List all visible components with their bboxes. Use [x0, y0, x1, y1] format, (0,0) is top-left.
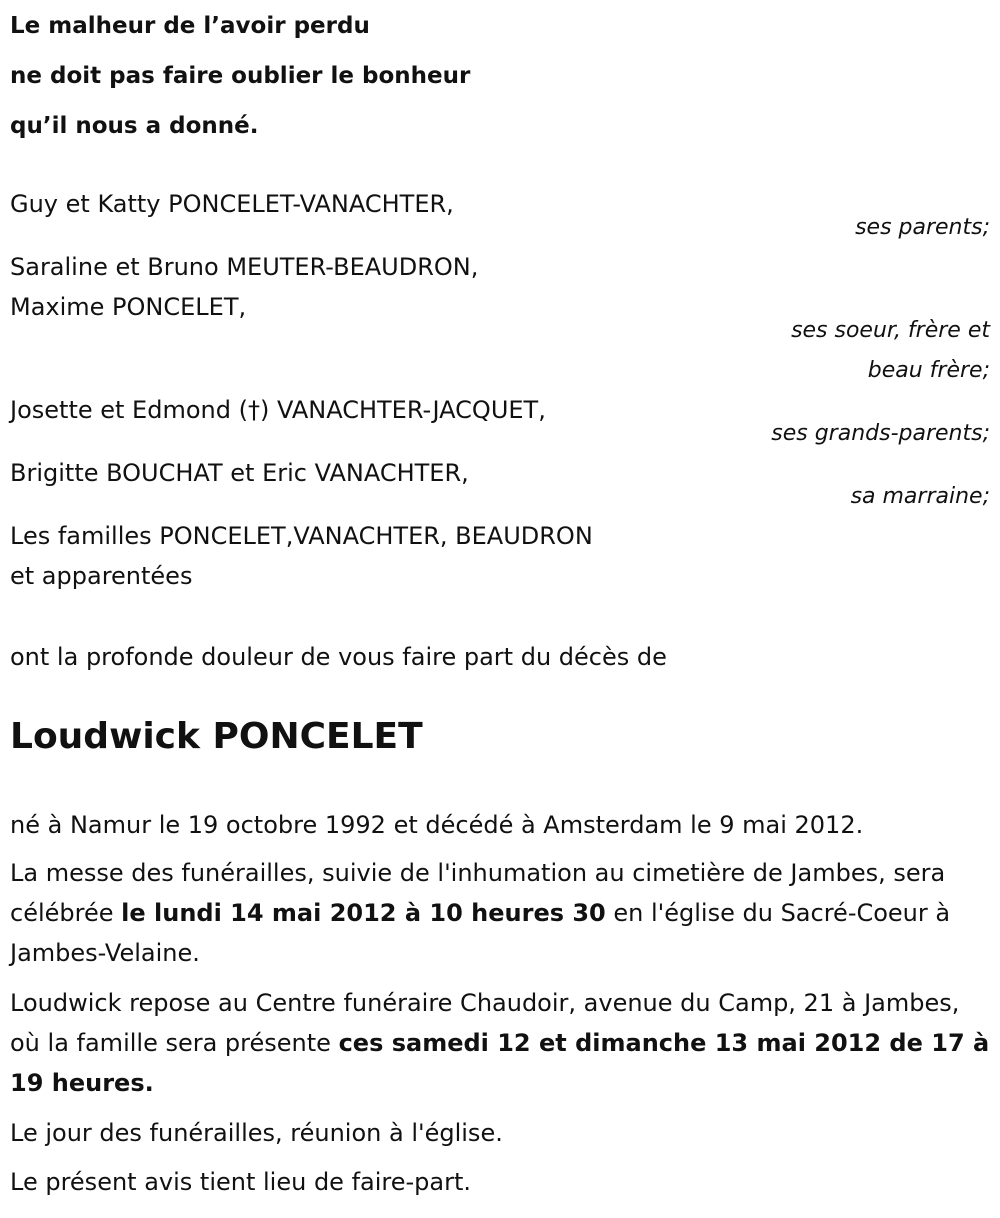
meeting-text: Le jour des funérailles, réunion à l'église.	[10, 1119, 503, 1147]
godmother-names: Brigitte BOUCHAT et Eric VANACHTER,	[10, 459, 469, 487]
funeral-mass-paragraph	[10, 853, 995, 973]
quote-line-1: Le malheur de l’avoir perdu	[10, 13, 370, 39]
siblings-role-line-1: ses soeur, frère et	[791, 318, 990, 343]
visiting-hours: ces samedi 12 et dimanche 13 mai 2012 de 17 à 19 heures.	[10, 1029, 990, 1097]
siblings-line-1: Saraline et Bruno MEUTER-BEAUDRON,	[10, 253, 479, 281]
quote-line-3: qu’il nous a donné.	[10, 113, 259, 139]
funeral-mass-text-end: en l'église du Sacré-Coeur à Jambes-Velaine.	[10, 899, 951, 967]
parents-role: ses parents;	[855, 215, 990, 240]
birth-death-text: né à Namur le 19 octobre 1992 et décédé à Amsterdam le 9 mai 2012.	[10, 811, 864, 839]
grandparents-names-end: ) VANACHTER-JACQUET,	[259, 396, 546, 424]
epigraph-quote	[10, 1, 470, 151]
repose-paragraph	[10, 983, 995, 1103]
deceased-name: Loudwick PONCELET	[10, 716, 423, 757]
families-line-1: Les familles PONCELET,VANACHTER, BEAUDRON	[10, 522, 593, 550]
funeral-mass-text-start: La messe des funérailles, suivie de l'inhumation au cimetière de Jambes, sera célébrée	[10, 859, 946, 927]
grandparents-names-start: Josette et Edmond (	[10, 396, 248, 424]
grandparents-names	[10, 390, 546, 430]
announcement-text: ont la profonde douleur de vous faire part du décès de	[10, 643, 667, 671]
funeral-mass-date: le lundi 14 mai 2012 à 10 heures 30	[121, 899, 606, 927]
siblings-role-line-2: beau frère;	[867, 358, 990, 383]
repose-text-start: Loudwick repose au Centre funéraire Chaudoir, avenue du Camp, 21 à Jambes, où la famille sera présente	[10, 989, 960, 1057]
parents-names: Guy et Katty PONCELET-VANACHTER,	[10, 190, 454, 218]
obituary-page	[10, 0, 990, 1218]
godmother-role: sa marraine;	[850, 484, 990, 509]
quote-line-2: ne doit pas faire oublier le bonheur	[10, 63, 471, 89]
siblings-line-2: Maxime PONCELET,	[10, 293, 247, 321]
families-line-2: et apparentées	[10, 562, 193, 590]
grandparents-role: ses grands-parents;	[771, 421, 990, 446]
cross-icon: †	[247, 396, 260, 424]
notice-text: Le présent avis tient lieu de faire-part.	[10, 1168, 472, 1196]
